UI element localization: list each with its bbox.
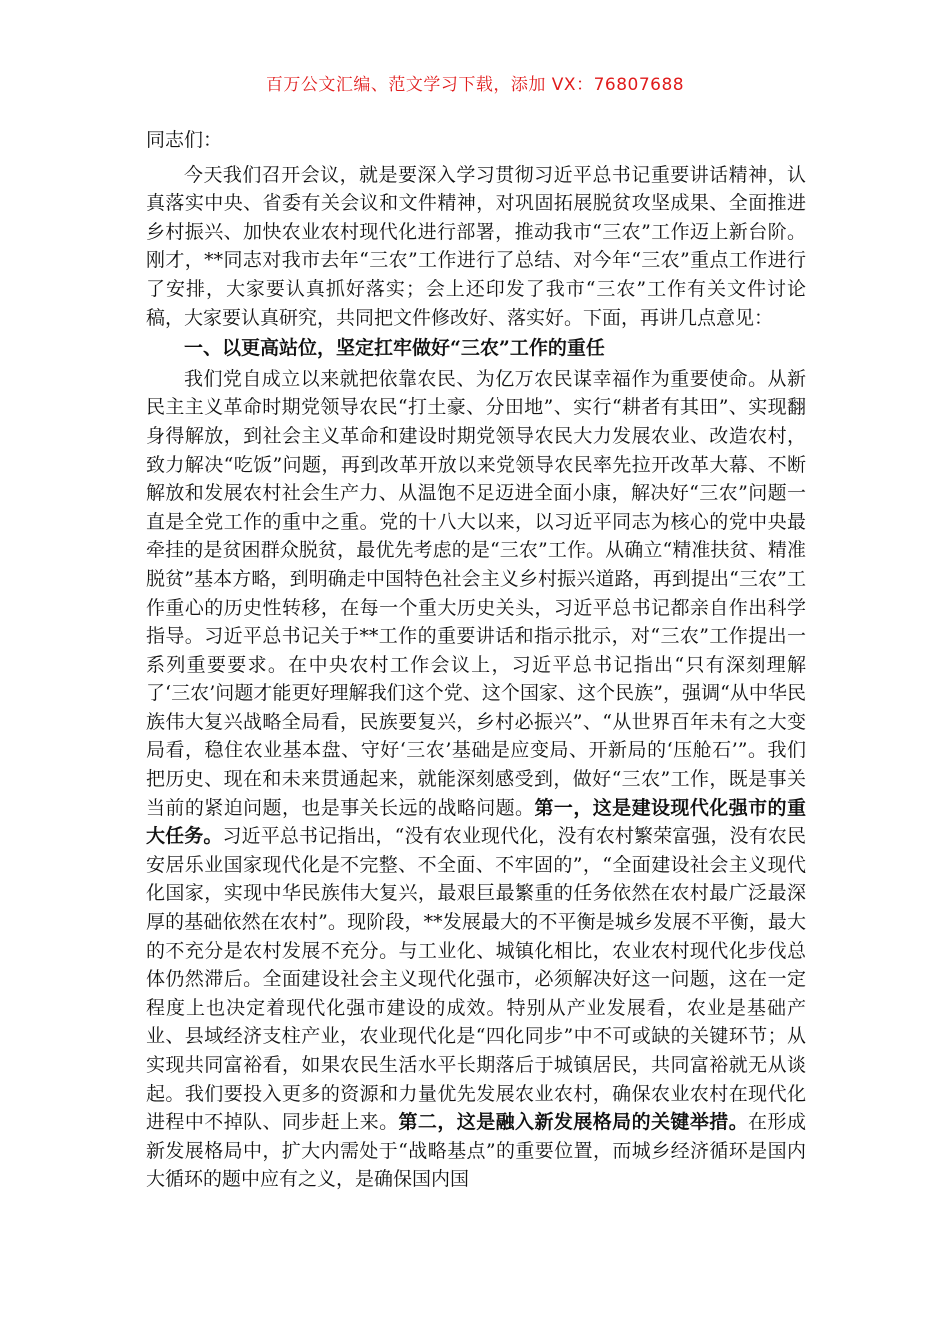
bold-point-1: 第一，这是建设现代化强市的重大任务。 <box>146 796 806 848</box>
salutation: 同志们： <box>146 129 223 151</box>
header-banner: 百万公文汇编、范文学习下载，添加 VX：76807688 <box>265 75 685 95</box>
paragraph-text: 我们党自成立以来就把依靠农民、为亿万农民谋幸福作为重要使命。从新民主主义革命时期党领导农民“打土豪、分田地”、实行“耕者有其田”、实现翻身得解放，到社会主义革命和建设时期党领导农民大力发展农业、改造农村，致力解决“吃饭”问题，再到改革开放以来党领导农民率先拉开改革大幕、不断解放和发展农村社会生产力、从温饱不足迈进全面小康，解决好“三农”问题一直是全党工作的重中之重。党的十八大以来，以习近平同志为核心的党中央最牵挂的是贫困群众脱贫，最优先考虑的是“三农”工作。从确立“精准扶贫、精准脱贫”基本方略，到明确走中国特色社会主义乡村振兴道路，再到提出“三农”工作重心的历史性转移，在每一个重大历史关头，习近平总书记都亲自作出科学指导。习近平总书记关于**工作的重要讲话和指示批示，对“三农”工作提出一系列重要要求。在中央农村工作会议上，习近平总书记指出“只有深刻理解了‘三农’问题才能更好理解我们这个党、这个国家、这个民族”，强调“从中华民族伟大复兴战略全局看，民族要复兴，乡村必振兴”、“从世界百年未有之大变局看，稳住农业基本盘、守好‘三农’基础是应变局、开新局的‘压舱石’”。我们把历史、现在和未来贯通起来，就能深刻感受到，做好“三农”工作，既是事关当前的紧迫问题，也是事关长远的战略问题。 <box>146 367 806 819</box>
paragraph-text: 在形成新发展格局中，扩大内需处于“战略基点”的重要位置，而城乡经济循环是国内大循环的题中应有之义，是确保国内国 <box>146 1111 806 1191</box>
body-paragraph-1 <box>146 365 806 1194</box>
paragraph-text: 习近平总书记指出，“没有农业现代化，没有农村繁荣富强，没有农民安居乐业国家现代化是不完整、不全面、不牢固的”，“全面建设社会主义现代化国家，实现中华民族伟大复兴，最艰巨最繁重的任务依然在农村最广泛最深厚的基础依然在农村”。现阶段，**发展最大的不平衡是城乡发展不平衡，最大的不充分是农村发展不充分。与工业化、城镇化相比，农业农村现代化步伐总体仍然滞后。全面建设社会主义现代化强市，必须解决好这一问题，这在一定程度上也决定着现代化强市建设的成效。特别从产业发展看，农业是基础产业、县域经济支柱产业，农业现代化是“四化同步”中不可或缺的关键环节；从实现共同富裕看，如果农民生活水平长期落后于城镇居民，共同富裕就无从谈起。我们要投入更多的资源和力量优先发展农业农村，确保农业农村在现代化进程中不掉队、同步赶上来。 <box>146 825 806 1134</box>
intro-paragraph: 今天我们召开会议，就是要深入学习贯彻习近平总书记重要讲话精神，认真落实中央、省委有关会议和文件精神，对巩固拓展脱贫攻坚成果、全面推进乡村振兴、加快农业农村现代化进行部署，推动我市“三农”工作迈上新台阶。刚才，**同志对我市去年“三农”工作进行了总结、对今年“三农”重点工作进行了安排，大家要认真抓好落实；会上还印发了我市“三农”工作有关文件讨论稿，大家要认真研究，共同把文件修改好、落实好。下面，再讲几点意见： <box>146 163 806 329</box>
bold-point-2: 第二，这是融入新发展格局的关键举措。 <box>398 1111 749 1134</box>
document-body <box>146 126 806 1194</box>
section-heading-1: 一、以更高站位，坚定扛牢做好“三农”工作的重任 <box>184 337 605 360</box>
